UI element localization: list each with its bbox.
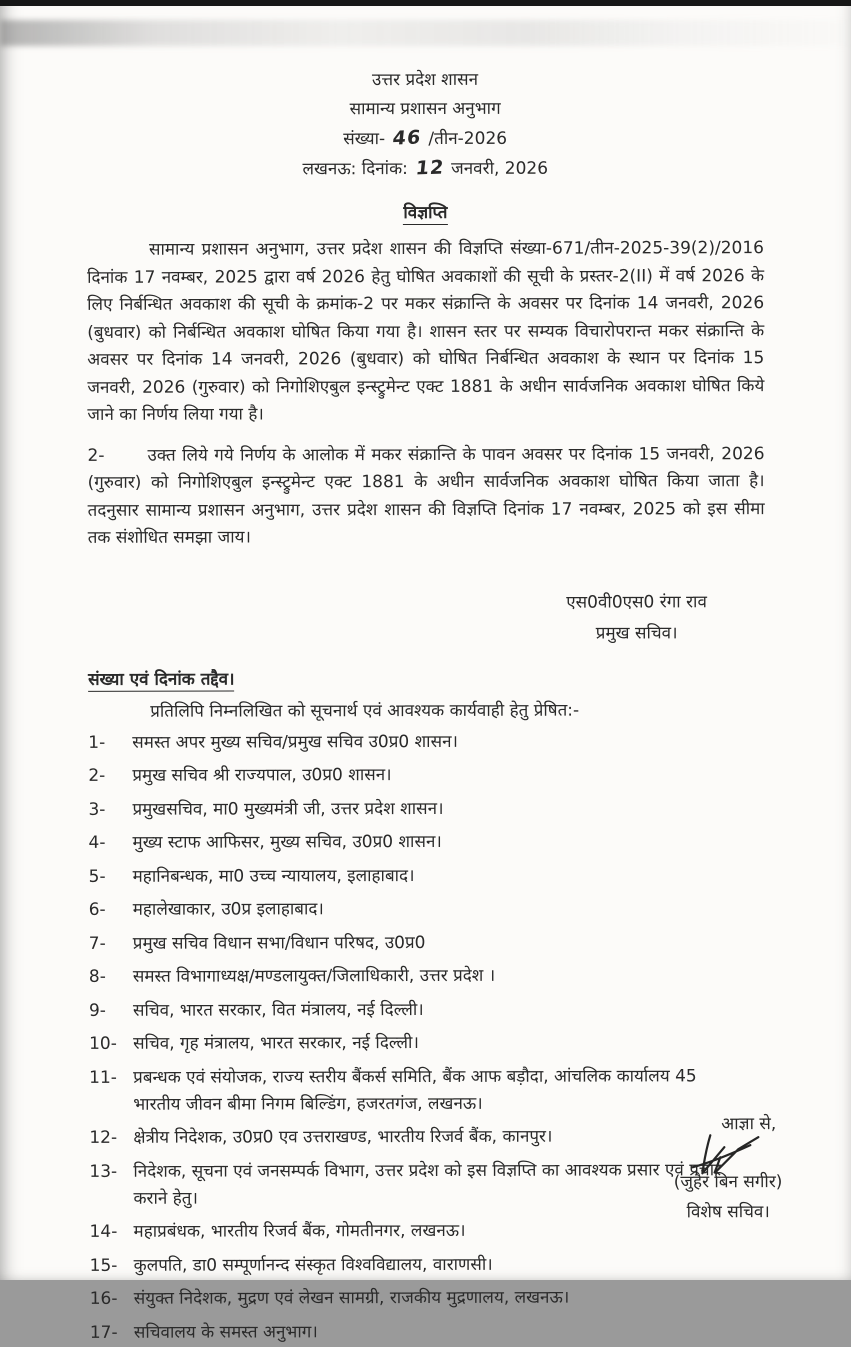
- recipient-number: 15-: [89, 1255, 118, 1276]
- recipient-text: महाप्रबंधक, भारतीय रिजर्व बैंक, गोमतीनगर, लखनऊ।: [133, 1220, 466, 1242]
- recipient-list-item: [90, 1284, 767, 1313]
- recipient-list-item: [89, 1123, 766, 1152]
- reference-line: संख्या एवं दिनांक तद्दैव।: [88, 669, 235, 690]
- recipient-number: 14-: [89, 1221, 118, 1242]
- recipient-text: प्रमुखसचिव, मा0 मुख्यमंत्री जी, उत्तर प्रदेश शासन।: [132, 798, 444, 820]
- recipient-text: संयुक्त निदेशक, मुद्रण एवं लेखन सामग्री, राजकीय मुद्रणालय, लखनऊ।: [133, 1287, 570, 1309]
- recipient-text: मुख्य स्टाफ आफिसर, मुख्य सचिव, उ0प्र0 शासन।: [132, 831, 442, 853]
- recipient-text: प्रमुख सचिव विधान सभा/विधान परिषद, उ0प्र0: [132, 932, 426, 954]
- place-date-line: [87, 153, 764, 185]
- place-date-suffix: जनवरी, 2026: [445, 158, 549, 179]
- paragraph-2-number: 2-: [87, 445, 105, 466]
- signatory-block-primary: [566, 587, 707, 649]
- reference-number-prefix: संख्या-: [343, 129, 391, 150]
- recipient-list-item: [89, 1063, 766, 1119]
- signatory-block-secondary: [674, 1109, 783, 1227]
- recipient-number: 5-: [88, 866, 106, 887]
- recipient-text: सचिवालय के समस्त अनुभाग।: [133, 1321, 318, 1343]
- recipient-list-item: [90, 1318, 767, 1347]
- recipient-number: 11-: [89, 1067, 117, 1088]
- recipient-number: 9-: [88, 1000, 106, 1021]
- by-order-text: आज्ञा से,: [721, 1114, 777, 1135]
- recipient-number: 7-: [88, 933, 106, 954]
- recipient-text: प्रबन्धक एवं संयोजक, राज्य स्तरीय बैंकर्स समिति, बैंक आफ बड़ौदा, आंचलिक कार्यालय 45 भारतीय जीवन बीमा निगम बिल्डिंग, हजरतगंज, लखनऊ।: [133, 1065, 697, 1115]
- document-header: [86, 65, 763, 185]
- recipient-number: 17-: [89, 1322, 118, 1343]
- recipient-list-item: [88, 795, 765, 824]
- recipient-text: महालेखाकार, उ0प्र इलाहाबाद।: [132, 899, 324, 920]
- paragraph-2-text: उक्त लिये गये निर्णय के आलोक में मकर संक्रान्ति के पावन अवसर पर दिनांक 15 जनवरी, 2026 (गुरुवार) को निगोशिएबुल इन्स्ट्रुमेन्ट एक्ट 1881 के अधीन सार्वजनिक अवकाश घोषित किया जाता है। तदनुसार सामान्य प्रशासन अनुभाग, उत्तर प्रदेश शासन की विज्ञप्ति दिनांक 17 नवम्बर, 2025 को इस सीमा तक संशोधित समझा जाय।: [87, 443, 765, 548]
- recipient-number: 13-: [89, 1161, 118, 1182]
- recipient-list-item: [88, 761, 765, 790]
- place-date-prefix: लखनऊ: दिनांक:: [302, 159, 414, 180]
- handwritten-date: 12: [414, 156, 445, 180]
- handwritten-reference-number: 46: [391, 126, 423, 150]
- recipient-number: 6-: [88, 899, 106, 920]
- signatory-1-name: एस0वी0एस0 रंगा राव: [566, 591, 707, 613]
- signatory-1-designation: प्रमुख सचिव।: [595, 622, 678, 644]
- recipient-list-item: [88, 728, 765, 757]
- recipient-list-item: [90, 1251, 767, 1280]
- recipient-list-item: [89, 962, 766, 991]
- paragraph-2: [87, 441, 764, 553]
- recipient-list-item: [89, 929, 766, 958]
- reference-number-suffix: /तीन-2026: [422, 128, 508, 150]
- recipient-list: [88, 728, 767, 1347]
- recipient-text: कुलपति, डा0 सम्पूर्णानन्द संस्कृत विश्वविद्यालय, वाराणसी।: [133, 1254, 493, 1276]
- recipient-text: प्रमुख सचिव श्री राज्यपाल, उ0प्र0 शासन।: [132, 765, 392, 786]
- recipient-text: सचिव, गृह मंत्रालय, भारत सरकार, नई दिल्ली।: [133, 1033, 419, 1054]
- recipient-text: निदेशक, सूचना एवं जनसम्पर्क विभाग, उत्तर प्रदेश को इस विज्ञप्ति का आवश्यक प्रसार एवं प्रचार कराने हेतु।: [133, 1159, 722, 1209]
- paragraph-1: सामान्य प्रशासन अनुभाग, उत्तर प्रदेश शासन की विज्ञप्ति संख्या-671/तीन-2025-39(2)/2016 दिनांक 17 नवम्बर, 2025 द्वारा वर्ष 2026 हेतु घोषित अवकाशों की सूची के प्रस्तर-2(II) में वर्ष 2026 के लिए निर्बन्धित अवकाश की सूची के क्रमांक-2 पर मकर संक्रान्ति के अवसर पर दिनांक 14 जनवरी, 2026 (बुधवार) को निर्बन्धित अवकाश घोषित किया गया है। शासन स्तर पर सम्यक विचारोपरान्त मकर संक्रान्ति के अवसर पर दिनांक 14 जनवरी, 2026 (बुधवार) को घोषित निर्बन्धित अवकाश के स्थान पर दिनांक 15 जनवरी, 2026 (गुरुवार) को निगोशिएबुल इन्स्ट्रुमेन्ट एक्ट 1881 के अधीन सार्वजनिक अवकाश घोषित किये जाने का निर्णय लिया गया है।: [87, 238, 765, 425]
- document-title: विज्ञप्ति: [403, 202, 448, 224]
- recipient-number: 3-: [88, 799, 106, 820]
- recipient-list-item: [89, 1157, 766, 1213]
- recipient-text: समस्त विभागाध्यक्ष/मण्डलायुक्त/जिलाधिकारी, उत्तर प्रदेश ।: [132, 965, 496, 987]
- reference-number-line: [87, 123, 764, 155]
- recipient-text: क्षेत्रीय निदेशक, उ0प्र0 एव उत्तराखण्ड, भारतीय रिजर्व बैंक, कानपुर।: [133, 1126, 553, 1148]
- recipient-list-item: [89, 996, 766, 1025]
- recipient-text: महानिबन्धक, मा0 उच्च न्यायालय, इलाहाबाद।: [132, 865, 415, 887]
- recipient-number: 4-: [88, 832, 106, 853]
- recipient-text: समस्त अपर मुख्य सचिव/प्रमुख सचिव उ0प्र0 शासन।: [132, 731, 458, 753]
- recipient-list-item: [90, 1217, 767, 1246]
- recipient-number: 2-: [88, 765, 106, 786]
- recipient-number: 16-: [89, 1288, 118, 1309]
- recipient-number: 1-: [88, 732, 106, 753]
- recipient-list-item: [89, 1029, 766, 1058]
- copy-forward-line: प्रतिलिपि निम्नलिखित को सूचनार्थ एवं आवश्यक कार्यवाही हेतु प्रेषित:-: [150, 700, 580, 722]
- recipient-list-item: [89, 895, 766, 924]
- government-name: उत्तर प्रदेश शासन: [372, 69, 479, 91]
- signatory-2-designation: विशेष सचिव।: [686, 1202, 770, 1223]
- department-name: सामान्य प्रशासन अनुभाग: [349, 98, 501, 120]
- recipient-number: 10-: [89, 1033, 117, 1054]
- recipient-text: सचिव, भारत सरकार, वित मंत्रालय, नई दिल्ली।: [132, 999, 424, 1021]
- signatory-2-name: (जुहैर बिन सगीर): [673, 1172, 783, 1193]
- recipient-number: 12-: [89, 1127, 118, 1148]
- recipient-list-item: [89, 862, 766, 891]
- recipient-list-item: [88, 828, 765, 857]
- recipient-number: 8-: [88, 966, 106, 987]
